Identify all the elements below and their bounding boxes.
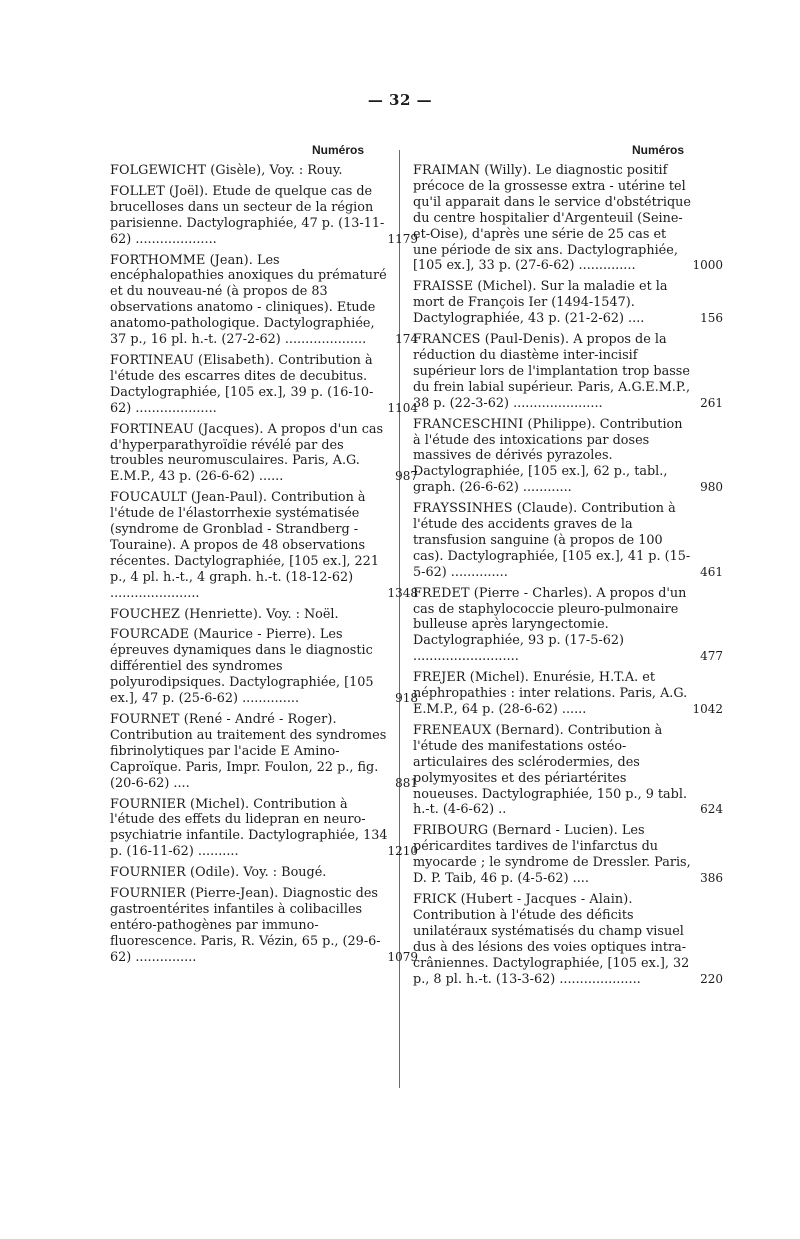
entry-text: Diagnostic des gastroentérites infantiles à colibacilles entéro-pathogènes par immuno-fluorescence. Paris, R. Vézin, 65 p., (29-6-62) ...............	[110, 886, 381, 965]
left-column	[110, 163, 418, 971]
author-name: FRAYSSINHES (Claude).	[413, 501, 578, 517]
entry-text: Contribution à l'étude des accidents graves de la transfusion sanguine (à propos de 100 cas). Dactylographiée, [105 ex.], 41 p. (15-5-62) ..............	[413, 501, 691, 580]
author-name: FRAISSE (Michel).	[413, 279, 537, 295]
author-name: FREDET (Pierre - Charles).	[413, 585, 593, 601]
entry-number: 1000	[692, 258, 723, 273]
right-column	[413, 163, 723, 992]
author-name: FORTHOMME (Jean).	[110, 252, 253, 268]
bibliography-entry	[413, 722, 723, 818]
entry-number: 1079	[387, 949, 418, 964]
bibliography-entry	[413, 670, 723, 718]
page-number: — 32 —	[367, 91, 433, 109]
entry-number: 461	[700, 564, 723, 579]
bibliography-entry	[413, 585, 723, 666]
author-name: FORTINEAU (Jacques).	[110, 421, 264, 437]
author-name: FRIBOURG (Bernard - Lucien).	[413, 823, 618, 839]
author-name: FOURNIER (Odile).	[110, 865, 240, 881]
bibliography-entry	[110, 490, 418, 601]
entry-text: Sur la maladie et la mort de François Ier (1494-1547). Dactylographiée, 43 p. (21-2-62) ....	[413, 279, 668, 327]
bibliography-entry	[110, 607, 390, 623]
bibliography-entry	[413, 823, 723, 887]
bibliography-entry	[110, 865, 390, 881]
entry-text: Etude de quelque cas de brucelloses dans un secteur de la région parisienne. Dactylographiée, 47 p. (13-11-62) ....................	[110, 183, 385, 247]
entry-number: 1179	[387, 231, 418, 246]
entry-text: A propos d'un cas d'hyperparathyroïdie révélé par des troubles neuromusculaires. Paris, A.G. E.M.P., 43 p. (26-6-62) ......	[110, 421, 384, 485]
bibliography-entry	[110, 352, 418, 417]
bibliography-entry	[413, 416, 723, 497]
entry-text: Contribution à l'étude des manifestations ostéo-articulaires des sclérodermies, des polymyosites et des périartérites noueuses. Dactylographiée, 150 p., 9 tabl. h.-t. (4-6-62) ..	[413, 722, 688, 818]
right-column-header: Numéros	[632, 143, 685, 157]
bibliography-entry	[110, 886, 418, 966]
entry-text: Contribution à l'étude des intoxications par doses massives de dérivés pyrazoles. Dactylographiée, [105 ex.], 62 p., tabl., graph. (26-6-62) ............	[413, 416, 683, 496]
author-name: FRAIMAN (Willy).	[413, 163, 532, 178]
author-name: FRANCESCHINI (Philippe).	[413, 416, 596, 432]
entry-number: 1348	[387, 585, 418, 600]
author-name: FOURCADE (Maurice - Pierre).	[110, 627, 316, 643]
entry-text: Contribution à l'étude des déficits unilatéraux systématisés du champ visuel dus à des lésions des voies optiques intra-crâniennes. Dactylographiée, [105 ex.], 32 p., 8 pl. h.-t. (13-3-62) ....................	[413, 907, 690, 987]
entry-number: 174	[395, 332, 418, 347]
author-name: FOURNET (René - André - Roger).	[110, 712, 337, 727]
entry-number: 918	[395, 691, 418, 706]
author-name: FOUCHEZ (Henriette).	[110, 606, 263, 622]
entry-text: Voy. : Rouy.	[265, 163, 343, 178]
entry-number: 1210	[387, 844, 418, 859]
author-name: FOUCAULT (Jean-Paul).	[110, 490, 268, 506]
author-name: FRICK (Hubert - Jacques - Alain).	[413, 891, 633, 907]
bibliography-entry	[110, 183, 418, 248]
entry-text: Enurésie, H.T.A. et néphropathies : inter relations. Paris, A.G. E.M.P., 64 p. (28-6-62) ......	[413, 670, 688, 717]
column-divider	[399, 150, 400, 1088]
entry-text: Contribution à l'étude des escarres dites de decubitus. Dactylographiée, [105 ex.], 39 p. (16-10-62) ....................	[110, 352, 374, 416]
author-name: FOLGEWICHT (Gisèle),	[110, 163, 266, 178]
entry-number: 1042	[692, 702, 723, 716]
entry-text: Les épreuves dynamiques dans le diagnostic différentiel des syndromes polyurodipsiques. Dactylographiée, [105 ex.], 47 p. (25-6-62) ..............	[110, 627, 374, 707]
entry-text: Les encéphalopathies anoxiques du prématuré et du nouveau-né (à propos de 83 observations anatomo - cliniques). Etude anatomo-pathologique. Dactylographiée, 37 p., 16 pl. h.-t. (27-2-62) ....................	[110, 252, 387, 348]
bibliography-entry	[110, 627, 418, 707]
entry-text: Le diagnostic positif précoce de la grossesse extra - utérine tel qu'il apparait dans le service d'obstétrique du centre hospitalier d'Argenteuil (Seine-et-Oise), d'après une série de 25 cas et une période de six ans. Dactylographiée, [105 ex.], 33 p. (27-6-62) ..............	[413, 163, 691, 274]
author-name: FRANCES (Paul-Denis).	[413, 332, 570, 348]
author-name: FOURNIER (Michel).	[110, 796, 250, 812]
entry-text: Contribution à l'étude de l'élastorrhexie systématisée (syndrome de Gronblad - Strandberg - Touraine). A propos de 48 observations récentes. Dactylographiée, [105 ex.], 221 p., 4 pl. h.-t., 4 graph. h.-t. (18-12-62) ......................	[110, 490, 379, 601]
entry-number: 987	[395, 469, 418, 484]
entry-text: Contribution au traitement des syndromes fibrinolytiques par l'acide E Amino-Caproïque. Paris, Impr. Foulon, 22 p., fig. (20-6-62) ....	[110, 727, 387, 791]
bibliography-entry	[413, 332, 723, 412]
bibliography-entry	[413, 279, 723, 327]
bibliography-entry	[413, 891, 723, 987]
entry-number: 881	[395, 775, 418, 790]
bibliography-entry	[413, 501, 723, 581]
entry-text: Voy. : Bougé.	[239, 865, 327, 881]
bibliography-entry	[110, 796, 418, 861]
entry-text: Voy. : Noël.	[262, 606, 339, 622]
entry-number: 477	[700, 649, 723, 664]
bibliography-entry	[110, 252, 418, 348]
entry-number: 386	[700, 871, 723, 886]
entry-number: 220	[700, 971, 723, 986]
author-name: FOLLET (Joël).	[110, 183, 209, 199]
entry-text: A propos d'un cas de staphylococcie pleuro-pulmonaire bulleuse après laryngectomie. Dactylographiée, 93 p. (17-5-62) ..........................	[413, 585, 687, 665]
bibliography-entry	[110, 712, 418, 792]
entry-text: A propos de la réduction du diastème inter-incisif supérieur lors de l'implantation trop basse du frein labial supérieur. Paris, A.G.E.M.P., 38 p. (22-3-62) ......................	[413, 332, 691, 411]
author-name: FOURNIER (Pierre-Jean).	[110, 886, 279, 902]
bibliography-entry	[110, 163, 390, 179]
entry-number: 261	[700, 395, 723, 410]
entry-text: Les péricardites tardives de l'infarctus du myocarde ; le syndrome de Dressler. Paris, D. P. Taib, 46 p. (4-5-62) ....	[413, 823, 691, 887]
bibliography-entry	[110, 421, 418, 486]
entry-number: 624	[700, 802, 723, 817]
author-name: FORTINEAU (Elisabeth).	[110, 352, 275, 368]
entry-number: 980	[700, 480, 723, 495]
author-name: FRENEAUX (Bernard).	[413, 722, 564, 738]
entry-number: 1104	[387, 400, 418, 415]
entry-number: 156	[700, 311, 723, 326]
left-column-header: Numéros	[312, 143, 365, 157]
bibliography-entry	[413, 163, 723, 274]
entry-text: Contribution à l'étude des effets du lidepran en neuro-psychiatrie infantile. Dactylographiée, 134 p. (16-11-62) ..........	[110, 796, 388, 860]
author-name: FREJER (Michel).	[413, 670, 529, 686]
